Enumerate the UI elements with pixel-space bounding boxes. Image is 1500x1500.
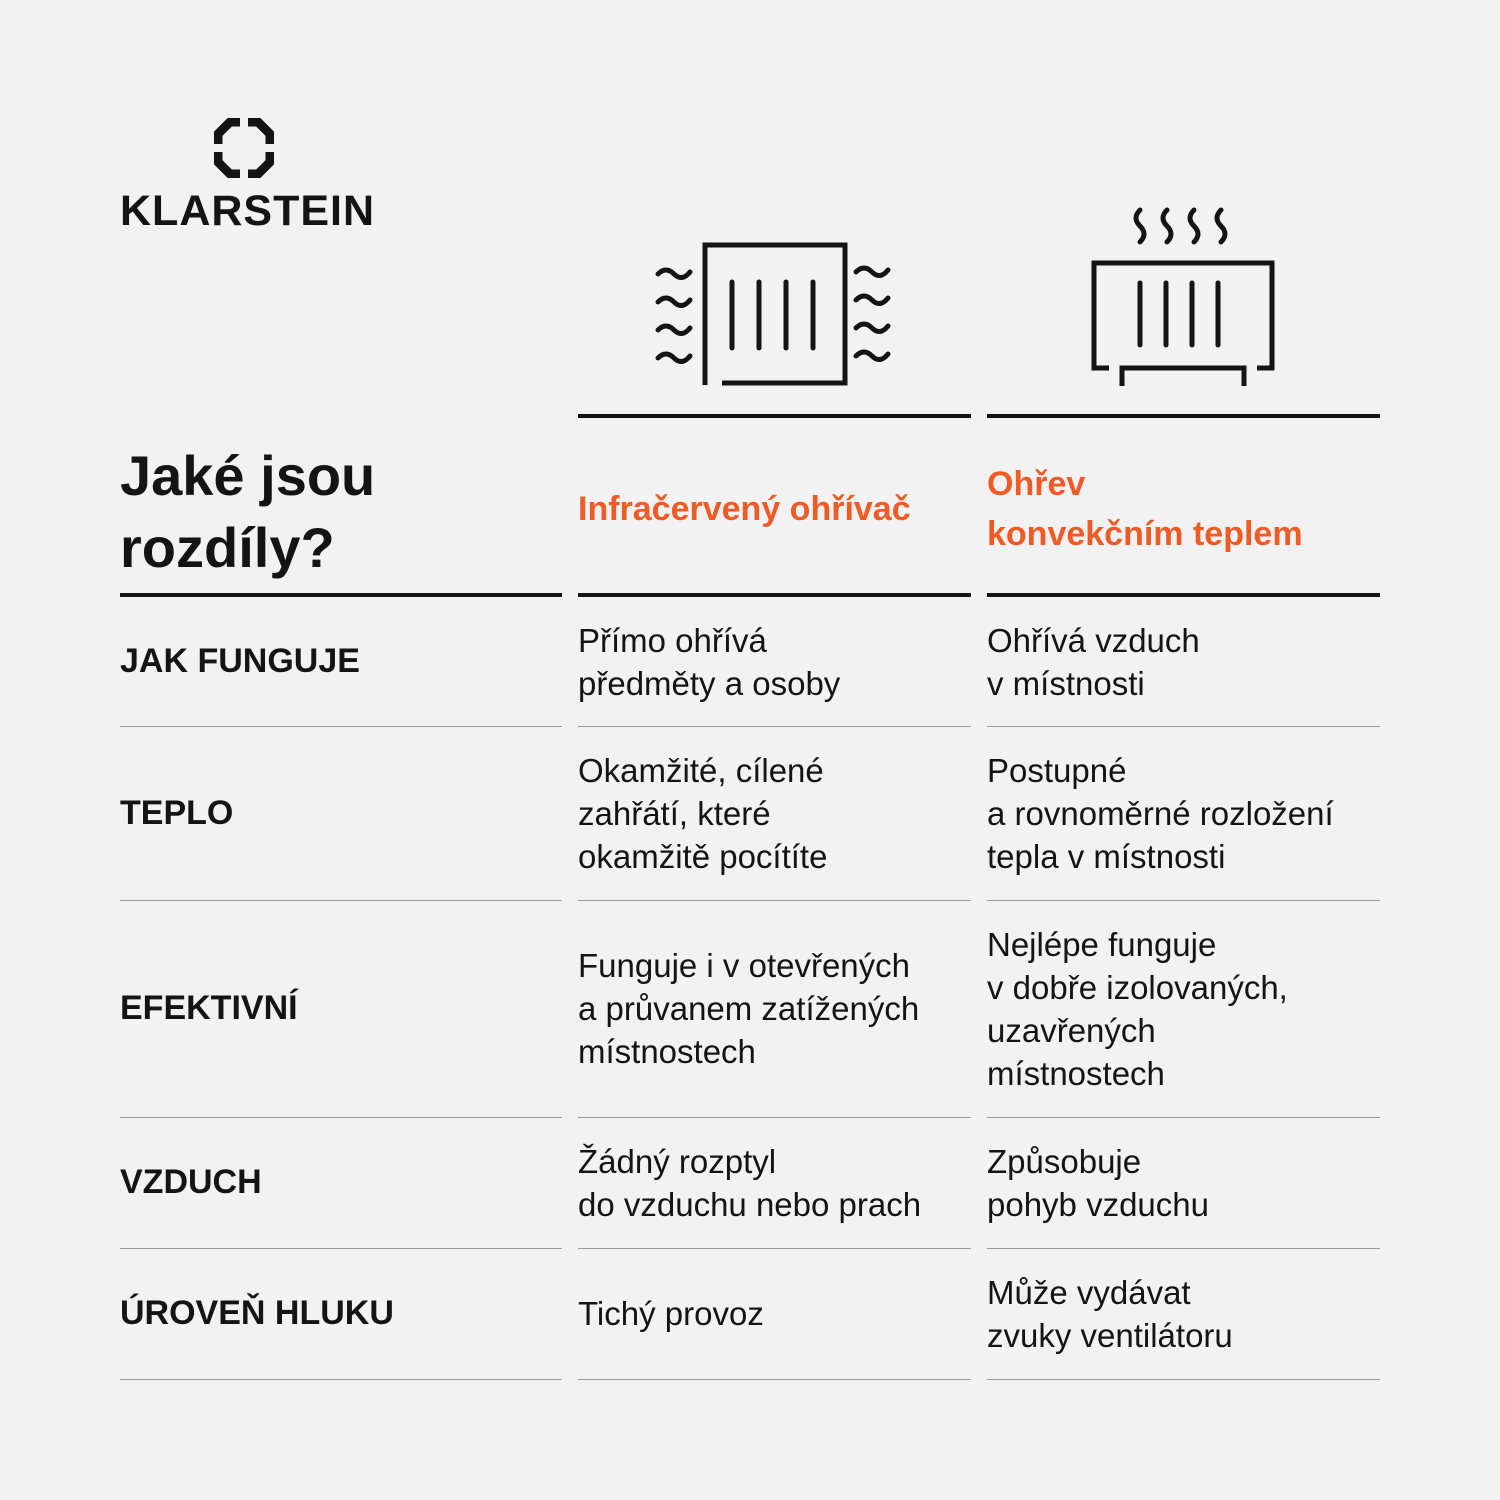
cell-text-line: Přímo ohřívá [578, 621, 767, 659]
table-cell-convection [987, 597, 1380, 726]
table-cell-convection [987, 1248, 1380, 1379]
cell-text-line: Nejlépe funguje [987, 925, 1217, 963]
row-label [120, 726, 562, 900]
cell-text [987, 1140, 1209, 1226]
cell-text-line: Tichý provoz [578, 1295, 764, 1332]
cell-text [120, 792, 233, 835]
cell-text-line: VZDUCH [120, 1163, 262, 1201]
cell-text-line: uzavřených [987, 1011, 1156, 1049]
row-divider [120, 1379, 562, 1380]
page-title-line: rozdíly? [120, 516, 335, 579]
cell-text [987, 923, 1288, 1095]
cell-text-line: v místnosti [987, 664, 1145, 702]
cell-text-line: Postupné [987, 751, 1127, 789]
row-label [120, 597, 562, 726]
column-title-text: konvekčním teplem [987, 515, 1303, 553]
cell-text-line: zahřátí, které [578, 794, 771, 832]
row-label [120, 1117, 562, 1248]
cell-text [987, 1271, 1233, 1357]
cell-text [578, 944, 919, 1073]
cell-text-line: předměty a osoby [578, 664, 841, 702]
cell-text [987, 619, 1200, 705]
cell-text-line: a rovnoměrné rozložení [987, 794, 1334, 832]
column-title-text: Ohřev [987, 465, 1086, 503]
cell-text-line: JAK FUNGUJE [120, 642, 360, 680]
cell-text-line: do vzduchu nebo prach [578, 1185, 922, 1223]
brand-logo [120, 118, 380, 233]
table-cell-infrared [578, 597, 971, 726]
cell-text [120, 987, 298, 1030]
klarstein-diamond-icon [214, 118, 274, 178]
table-cell-infrared [578, 726, 971, 900]
column-top-rule [987, 414, 1380, 418]
column-title-convection [987, 425, 1380, 593]
column-top-rule [578, 414, 971, 418]
column-title-infrared [578, 425, 971, 593]
cell-text [578, 1140, 921, 1226]
cell-text-line: Způsobuje [987, 1142, 1142, 1180]
cell-text-line: v dobře izolovaných, [987, 968, 1288, 1006]
table-cell-infrared [578, 1248, 971, 1379]
cell-text [578, 1292, 764, 1335]
row-divider [578, 1379, 971, 1380]
cell-text [120, 1292, 394, 1335]
table-cell-infrared [578, 1117, 971, 1248]
convection-heater-icon [1085, 200, 1285, 390]
row-label [120, 1248, 562, 1379]
cell-text-line: Může vydávat [987, 1273, 1191, 1311]
column-title-text: Infračervený ohřívač [578, 490, 911, 528]
cell-text [578, 619, 840, 705]
page-title-line: Jaké jsou [120, 444, 376, 507]
cell-text-line: tepla v místnosti [987, 837, 1226, 875]
cell-text [120, 640, 360, 683]
table-cell-convection [987, 1117, 1380, 1248]
cell-text-line: ÚROVEŇ HLUKU [120, 1294, 394, 1332]
row-divider [987, 1379, 1380, 1380]
cell-text-line: TEPLO [120, 793, 234, 832]
cell-text-line: Žádný rozptyl [578, 1142, 777, 1180]
cell-text [120, 1161, 262, 1204]
table-cell-infrared [578, 900, 971, 1117]
cell-text-line: Ohřívá vzduch [987, 621, 1200, 659]
brand-name: KLARSTEIN [120, 187, 376, 235]
cell-text-line: a průvanem zatížených [578, 990, 920, 1027]
cell-text-line: místnostech [578, 1033, 756, 1070]
cell-text-line: Funguje i v otevřených [578, 947, 911, 984]
page-title [120, 440, 560, 584]
cell-text [578, 749, 827, 878]
table-cell-convection [987, 726, 1380, 900]
cell-text [987, 749, 1334, 878]
cell-text-line: zvuky ventilátoru [987, 1316, 1233, 1354]
cell-text-line: EFEKTIVNÍ [120, 989, 298, 1027]
cell-text-line: pohyb vzduchu [987, 1185, 1209, 1223]
infrared-heater-icon [650, 240, 900, 390]
cell-text-line: okamžitě pocítíte [578, 837, 828, 875]
table-cell-convection [987, 900, 1380, 1117]
cell-text-line: Okamžité, cílené [578, 751, 824, 789]
row-label [120, 900, 562, 1117]
cell-text-line: místnostech [987, 1054, 1165, 1092]
